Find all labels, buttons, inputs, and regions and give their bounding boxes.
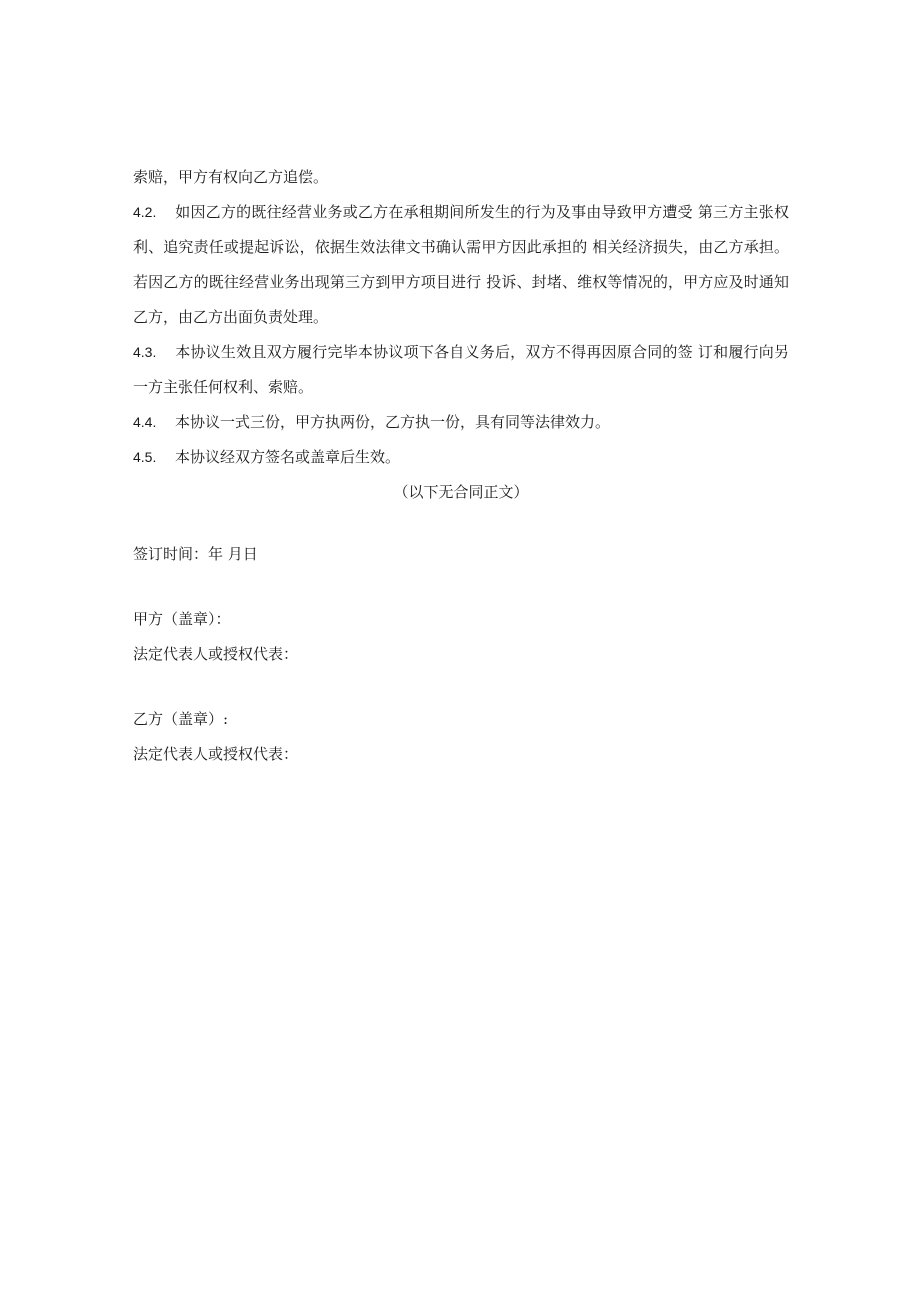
party-a-seal-label: 甲方（盖章）：	[133, 610, 231, 628]
party-b-representative-label: 法定代表人或授权代表：	[133, 745, 299, 763]
clause-4-2	[133, 195, 789, 335]
clause-number: 4.5.	[133, 449, 157, 465]
spacer	[133, 510, 789, 537]
spacer	[133, 672, 789, 702]
clause-number: 4.2.	[133, 204, 157, 220]
clause-text: 本协议经双方签名或盖章后生效。	[175, 448, 401, 466]
spacer	[133, 572, 789, 602]
clause-4-4	[133, 405, 789, 440]
clause-4-5	[133, 440, 789, 475]
clause-4-3	[133, 335, 789, 405]
sign-date-line: 签订时间：年 月日	[133, 545, 258, 563]
clause-text: 本协议一式三份，甲方执两份，乙方执一份，具有同等法律效力。	[175, 413, 611, 431]
clause-text: 如因乙方的既往经营业务或乙方在承租期间所发生的行为及事由导致甲方遭受 第三方主张权利、追究责任或提起诉讼，依据生效法律文书确认需甲方因此承担的 相关经济损失，由乙方承担。若因乙方的既往经营业务出现第三方到甲方项目进行 投诉、封堵、维权等情况的，甲方应及时通知乙方，由乙方出面负责处理。	[133, 203, 789, 326]
intro-line: 索赔，甲方有权向乙方追偿。	[133, 168, 329, 186]
party-b-seal-label: 乙方（盖章）:	[133, 710, 229, 728]
clause-number: 4.3.	[133, 344, 157, 360]
party-a-representative-label: 法定代表人或授权代表：	[133, 645, 299, 663]
document-body	[133, 160, 789, 772]
end-of-contract-note: （以下无合同正文）	[393, 483, 529, 501]
clause-number: 4.4.	[133, 414, 157, 430]
clause-text: 本协议生效且双方履行完毕本协议项下各自义务后，双方不得再因原合同的签 订和履行向另一方主张任何权利、索赔。	[133, 343, 789, 396]
